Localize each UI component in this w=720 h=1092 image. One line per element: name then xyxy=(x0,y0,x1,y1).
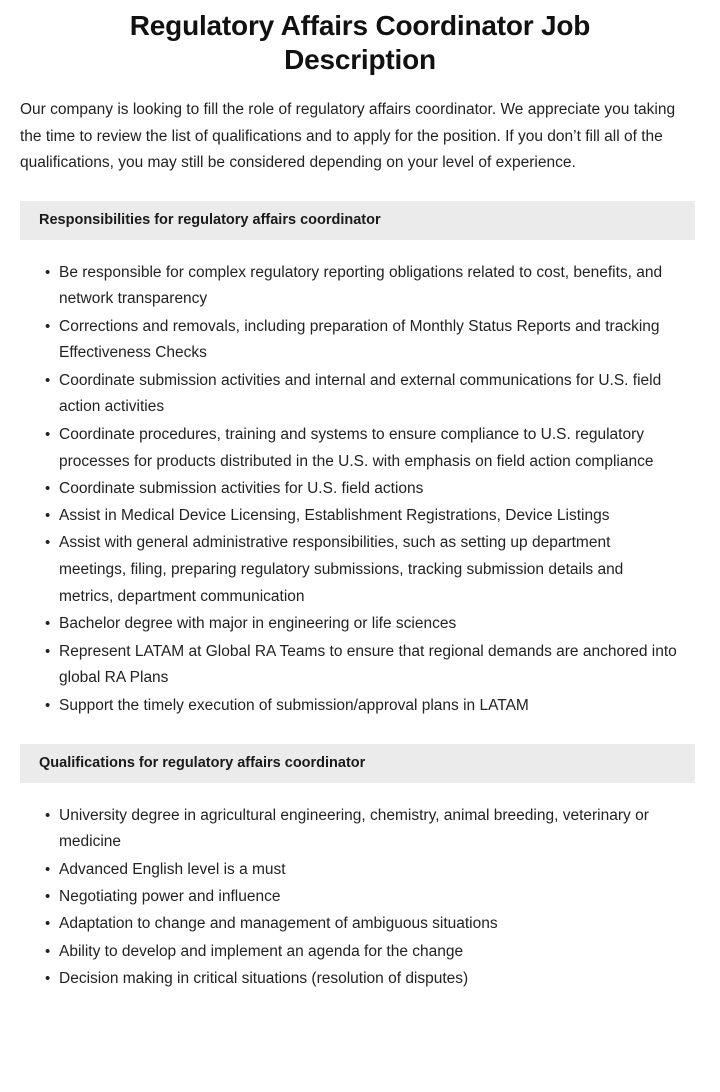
list-item: • Decision making in critical situations (resolution of disputes) xyxy=(45,966,680,993)
list-item: • Support the timely execution of submission/approval plans in LATAM xyxy=(45,693,680,720)
section-header-responsibilities xyxy=(20,201,695,240)
section-responsibilities xyxy=(0,201,720,720)
list-item: • Represent LATAM at Global RA Teams to ensure that regional demands are anchored into global RA Plans xyxy=(45,639,680,693)
list-item: • Ability to develop and implement an agenda for the change xyxy=(45,939,680,966)
list-item: • University degree in agricultural engineering, chemistry, animal breeding, veterinary or medicine xyxy=(45,803,680,857)
list-item: • Bachelor degree with major in engineering or life sciences xyxy=(45,611,680,638)
list-item: • Assist with general administrative responsibilities, such as setting up department meetings, filing, preparing regulatory submissions, tracking submission details and metrics, department communication xyxy=(45,530,680,610)
page-title: Regulatory Affairs Coordinator Job Description xyxy=(129,10,591,75)
list-item: • Adaptation to change and management of ambiguous situations xyxy=(45,911,680,938)
list-item: • Negotiating power and influence xyxy=(45,884,680,911)
intro-paragraph: Our company is looking to fill the role of regulatory affairs coordinator. We appreciate you taking the time to review the list of qualifications and to apply for the position. If you don’t fill all of the qualifications, you may still be considered depending on your level of experience. xyxy=(20,101,676,171)
qualifications-list xyxy=(0,783,720,993)
responsibilities-list xyxy=(0,240,720,720)
section-qualifications xyxy=(0,744,720,993)
list-item: • Assist in Medical Device Licensing, Establishment Registrations, Device Listings xyxy=(45,503,680,530)
list-item: • Coordinate submission activities and internal and external communications for U.S. field action activities xyxy=(45,368,680,422)
section-heading-label: Responsibilities for regulatory affairs coordinator xyxy=(39,211,381,228)
list-item: • Coordinate procedures, training and systems to ensure compliance to U.S. regulatory processes for products distributed in the U.S. with emphasis on field action compliance xyxy=(45,422,680,476)
list-item: • Corrections and removals, including preparation of Monthly Status Reports and tracking Effectiveness Checks xyxy=(45,314,680,368)
list-item: • Be responsible for complex regulatory reporting obligations related to cost, benefits, and network transparency xyxy=(45,260,680,314)
section-heading-label: Qualifications for regulatory affairs coordinator xyxy=(39,754,366,771)
bottom-spacer xyxy=(0,993,720,1011)
list-item: • Advanced English level is a must xyxy=(45,857,680,884)
section-header-qualifications xyxy=(20,744,695,783)
list-item: • Coordinate submission activities for U.S. field actions xyxy=(45,476,680,503)
